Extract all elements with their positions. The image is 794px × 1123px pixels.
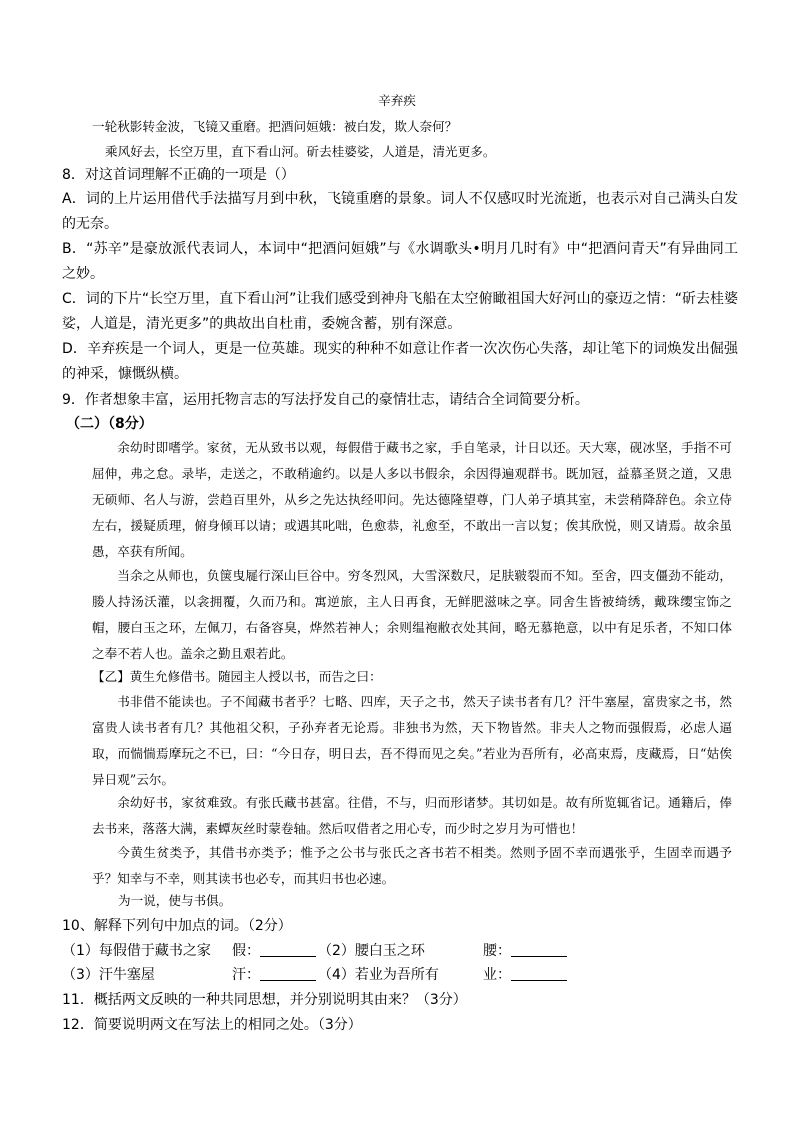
passage-b-paragraph-1: 书非借不能读也。子不闻藏书者乎？七略、四库，天子之书，然天子读书者有几？汗牛塞屋，富贵家之书，然富贵人读书者有几？其他祖父积，子孙弃者无论焉。非独书为然，天下物皆然。非夫人之物而强假焉，必虑人逼取，而惴惴焉摩玩之不已，曰：“今日存，明日去，吾不得而见之矣。”若业为吾所有，必高束焉，庋藏焉，日“姑俟异日观”云尔。 [92,694,732,787]
q8-option-d: D．辛弃疾是一个词人，更是一位英雄。现实的种种不如意让作者一次次伤心失落，却让笔下的词焕发出倔强的神采，慷慨纵横。 [62,341,738,382]
q8-option-c: C．词的下片“长空万里，直下看山河”让我们感受到神舟飞船在太空俯瞰祖国大好河山的豪迈之情：“斫去桂婆娑，人道是，清光更多”的典故出自杜甫，委婉含蓄，别有深意。 [62,291,738,332]
q10-stem: 10、解释下列句中加点的词。（2分） [62,918,292,934]
q10-answer-blank-3[interactable] [260,966,316,981]
passage-b-paragraph-2: 余幼好书，家贫难致。有张氏藏书甚富。往借，不与，归而形诸梦。其切如是。故有所览辄省记。通籍后，俸去书来，落落大满，素蟫灰丝时蒙卷轴。然后叹借者之用心专，而少时之岁月为可惜也！ [92,795,732,836]
q10-answer-blank-2[interactable] [511,942,567,957]
q10-answer-blank-4[interactable] [511,966,567,981]
q10-item-1-answer [232,940,316,960]
q10-item-1: （1）每假借于藏书之家 [62,943,211,959]
poem-author: 辛弃疾 [378,93,416,108]
q10-item-4-answer [483,964,567,984]
q10-item-2-key: 腰： [483,943,511,959]
passage-b-paragraph-3: 今黄生贫类予，其借书亦类予；惟予之公书与张氏之吝书若不相类。然则予固不幸而遇张乎，生固幸而遇予乎？知幸与不幸，则其读书也必专，而其归书也必速。 [92,845,732,886]
passage-a-paragraph-2: 当余之从师也，负箧曳屣行深山巨谷中。穷冬烈风，大雪深数尺，足肤皲裂而不知。至舍，四支僵劲不能动，媵人持汤沃灌，以衾拥覆，久而乃和。寓逆旅，主人日再食，无鲜肥滋味之享。同舍生皆被绮绣，戴珠缨宝饰之帽，腰白玉之环，左佩刀，右备容臭，烨然若神人；余则缊袍敝衣处其间，略无慕艳意，以中有足乐者，不知口体之奉不若人也。盖余之勤且艰若此。 [92,568,732,661]
q8-option-a: A．词的上片运用借代手法描写月到中秋，飞镜重磨的景象。词人不仅感叹时光流逝，也表示对自己满头白发的无奈。 [62,191,738,232]
q10-item-2: （2）腰白玉之环 [318,943,425,959]
section-2-heading: （二）（8分） [66,416,153,432]
q10-item-3-key: 汗： [232,967,260,983]
q9-text: 9．作者想象丰富，运用托物言志的写法抒发自己的豪情壮志，请结合全词简要分析。 [62,392,589,408]
q12-text: 12．简要说明两文在写法上的相同之处。（3分） [62,1017,362,1033]
q10-item-4: （4）若业为吾所有 [318,967,439,983]
poem-line-1: 一轮秋影转金波，飞镜又重磨。把酒问姮娥：被白发，欺人奈何？ [92,119,458,134]
passage-b-paragraph-4: 为一说，使与书俱。 [118,893,232,908]
passage-b-intro: 【乙】黄生允修借书。随园主人授以书，而告之曰： [92,669,382,684]
poem-line-2: 乘风好去，长空万里，直下看山河。斫去桂婆娑，人道是，清光更多。 [105,144,496,159]
q8-option-b: B．“苏辛”是豪放派代表词人，本词中“把酒问姮娥”与《水调歌头•明月几时有》中“把酒问青天”有异曲同工之妙。 [62,241,738,282]
q10-item-3: （3）汗牛塞屋 [62,967,155,983]
q11-text: 11．概括两文反映的一种共同思想，并分别说明其由来？（3分） [62,992,467,1008]
q8-stem: 8．对这首词理解不正确的一项是（） [62,167,295,183]
passage-a-paragraph-1: 余幼时即嗜学。家贫，无从致书以观，每假借于藏书之家，手自笔录，计日以还。天大寒，砚冰坚，手指不可屈伸，弗之怠。录毕，走送之，不敢稍逾约。以是人多以书假余，余因得遍观群书。既加冠，益慕圣贤之道，又患无硕师、名人与游，尝趋百里外，从乡之先达执经叩问。先达德隆望尊，门人弟子填其室，未尝稍降辞色。余立侍左右，援疑质理，俯身倾耳以请；或遇其叱咄，色愈恭，礼愈至，不敢出一言以复；俟其欣悦，则又请焉。故余虽愚，卒获有所闻。 [92,440,732,559]
q10-item-1-key: 假： [232,943,260,959]
q10-item-4-key: 业： [483,967,511,983]
q10-answer-blank-1[interactable] [260,942,316,957]
q10-item-2-answer [483,940,567,960]
q10-item-3-answer [232,964,316,984]
